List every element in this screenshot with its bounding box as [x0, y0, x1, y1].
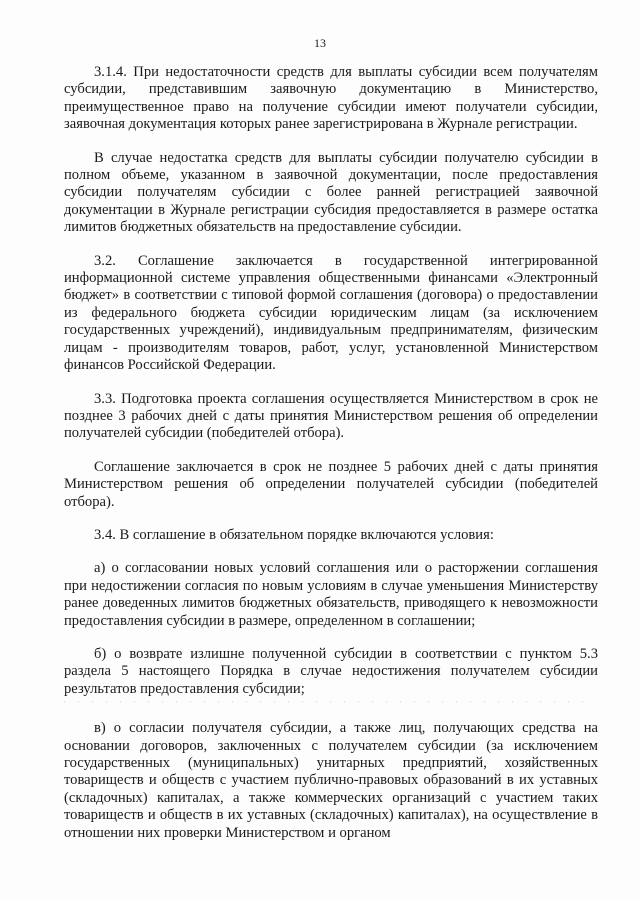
paragraph-condition-v: в) о согласии получателя субсидии, а также лиц, получающих средства на основании договоров, заключенных с получателем субсидии (за исключением государственных (муниципальных) унитарных предприятий, хозяйственных товариществ и обществ с участием публично-правовых образований в их уставных (складочных) капиталах, а также коммерческих организаций с участием таких товариществ и обществ в их уставных (складочных) капиталах), на осуществление в отношении них проверки Министерством и органом [64, 720, 598, 841]
document-body [64, 64, 598, 842]
paragraph-agreement-term: Соглашение заключается в срок не позднее 5 рабочих дней с даты принятия Министерством решения об определении получателей субсидии (победителей отбора). [64, 458, 598, 510]
scan-artifact-line [64, 701, 594, 703]
paragraph-3-2: 3.2. Соглашение заключается в государственной интегрированной информационной системе управления общественными финансами «Электронный бюджет» в соответствии с типовой формой соглашения (договора) о предоставлении из федерального бюджета субсидии юридическим лицам (за исключением государственных учреждений), индивидуальным предпринимателям, физическим лицам - производителям товаров, работ, услуг, установленной Министерством финансов Российской Федерации. [64, 252, 598, 374]
paragraph-3-1-4: 3.1.4. При недостаточности средств для выплаты субсидии всем получателям субсидии, представившим заявочную документацию в Министерство, преимущественное право на получение субсидии имеют получатели субсидии, заявочная документация которых ранее зарегистрирована в Журнале регистрации. [64, 64, 598, 133]
page-number: 13 [314, 36, 326, 50]
paragraph-3-3: 3.3. Подготовка проекта соглашения осуществляется Министерством в срок не позднее 3 рабочих дней с даты принятия Министерством решения об определении получателей субсидии (победителей отбора). [64, 390, 598, 442]
paragraph-3-4: 3.4. В соглашение в обязательном порядке включаются условия: [94, 526, 494, 543]
paragraph-condition-b: б) о возврате излишне полученной субсидии в соответствии с пунктом 5.3 раздела 5 настоящего Порядка в случае недостижения получателем субсидии результатов предоставления субсидии; [64, 645, 598, 697]
paragraph-shortage-of-funds: В случае недостатка средств для выплаты субсидии получателю субсидии в полном объеме, указанном в заявочной документации, после предоставления субсидии получателям субсидии с более ранней регистрацией заявочной документации в Журнале регистрации субсидия предоставляется в размере остатка лимитов бюджетных обязательств на предоставление субсидии. [64, 149, 598, 236]
paragraph-condition-a: а) о согласовании новых условий соглашения или о расторжении соглашения при недостижении согласия по новым условиям в случае уменьшения Министерству ранее доведенных лимитов бюджетных обязательств, приводящего к невозможности предоставления субсидии в размере, определенном в соглашении; [64, 560, 598, 629]
